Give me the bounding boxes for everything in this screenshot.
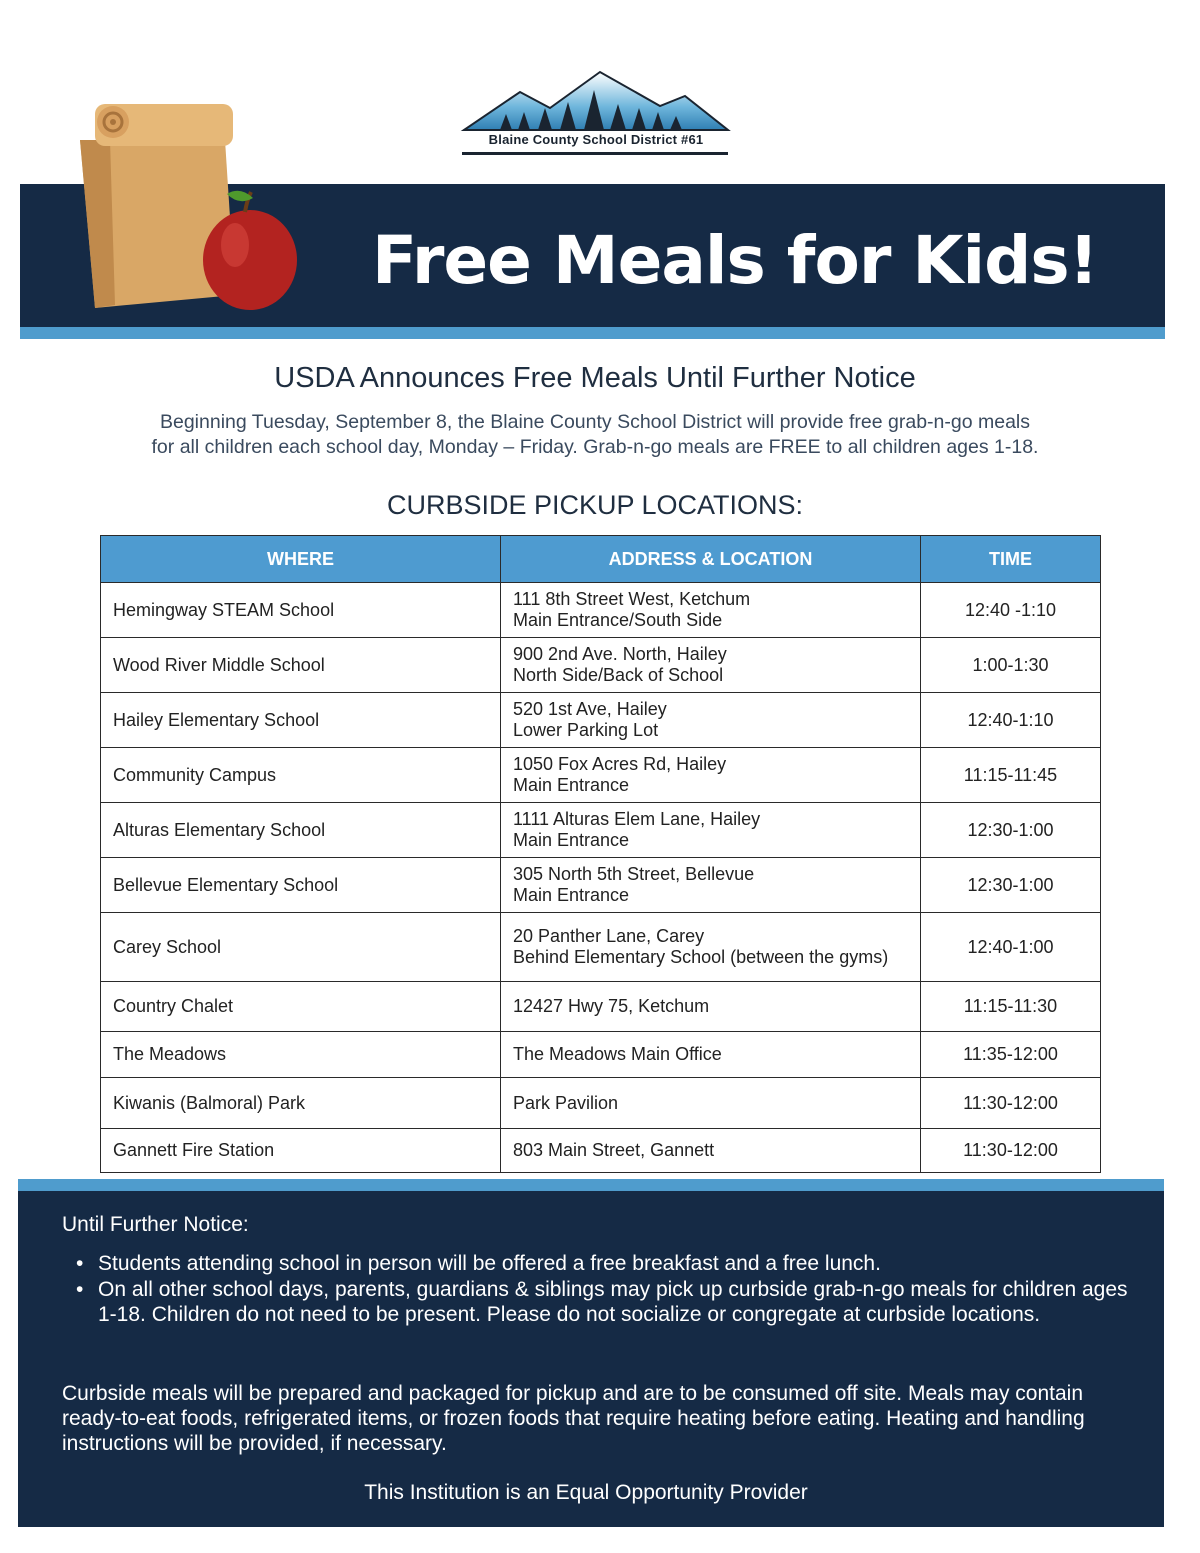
district-logo [460,70,732,162]
location-name: Gannett Fire Station [101,1129,501,1173]
address-line: Main Entrance [513,885,630,905]
table-row [101,1032,1101,1078]
address-line: Park Pavilion [513,1092,619,1113]
location-name: Bellevue Elementary School [101,858,501,913]
address-line: 520 1st Ave, Hailey [513,699,667,719]
location-name: Community Campus [101,748,501,803]
intro-line: Beginning Tuesday, September 8, the Blaine County School District will provide free grab-n-go meals [159,411,1030,433]
notice-box [18,1191,1164,1527]
pickup-time: 11:15-11:30 [921,982,1101,1032]
location-address [501,748,921,803]
location-name: Hailey Elementary School [101,693,501,748]
address-line: Main Entrance/South Side [513,610,723,630]
list-item: • On all other school days, parents, guardians & siblings may pick up curbside grab-n-go meals for children ages 1-18. Children do not need to be present. Please do not socialize or congregate at curbside locations. [98,1277,1138,1327]
address-line: 12427 Hwy 75, Ketchum [513,996,710,1016]
list-item: • Students attending school in person will be offered a free breakfast and a free lunch. [98,1251,1138,1276]
column-header-time: TIME [921,536,1101,583]
location-name: Hemingway STEAM School [101,583,501,638]
pickup-time: 12:30-1:00 [921,803,1101,858]
notice-heading: Until Further Notice: [62,1213,249,1236]
table-row [101,1078,1101,1129]
address-line: 1111 Alturas Elem Lane, Hailey [513,809,761,829]
logo-rule [462,152,728,155]
address-line: Main Entrance [513,775,630,795]
pickup-time: 1:00-1:30 [921,638,1101,693]
location-name: Country Chalet [101,982,501,1032]
location-address [501,693,921,748]
intro-line: for all children each school day, Monday – Friday. Grab-n-go meals are FREE to all children ages 1-18. [151,436,1039,458]
table-row [101,803,1101,858]
pickup-time: 11:35-12:00 [921,1032,1101,1078]
equal-opportunity-statement: This Institution is an Equal Opportunity Provider [364,1481,808,1504]
location-address [501,1129,921,1173]
table-row [101,693,1101,748]
headline: USDA Announces Free Meals Until Further Notice [274,362,916,394]
location-address [501,1078,921,1129]
address-line: 900 2nd Ave. North, Hailey [513,644,727,664]
location-name: The Meadows [101,1032,501,1078]
pickup-time: 12:40-1:10 [921,693,1101,748]
address-line: 111 8th Street West, Ketchum [513,589,751,609]
notice-stripe [18,1179,1164,1191]
lunch-bag-apple-icon [75,100,315,315]
location-address [501,913,921,982]
pickup-time: 11:15-11:45 [921,748,1101,803]
location-name: Wood River Middle School [101,638,501,693]
locations-table [100,535,1101,1173]
pickup-time: 11:30-12:00 [921,1129,1101,1173]
locations-heading: CURBSIDE PICKUP LOCATIONS: [386,490,804,520]
intro-text [40,410,1150,460]
table-row [101,913,1101,982]
location-name: Kiwanis (Balmoral) Park [101,1078,501,1129]
location-address [501,1032,921,1078]
mountain-logo-icon [460,70,732,132]
address-line: 1050 Fox Acres Rd, Hailey [513,754,727,774]
table-row [101,858,1101,913]
address-line: 20 Panther Lane, Carey [513,926,705,946]
location-address [501,583,921,638]
page-title: Free Meals for Kids! [372,222,1098,299]
pickup-time: 12:40-1:00 [921,913,1101,982]
table-row [101,583,1101,638]
address-line: 305 North 5th Street, Bellevue [513,864,755,884]
table-row [101,748,1101,803]
address-line: 803 Main Street, Gannett [513,1140,715,1160]
address-line: Main Entrance [513,830,630,850]
pickup-time: 12:40 -1:10 [921,583,1101,638]
column-header-where: WHERE [101,536,501,583]
notice-paragraph: Curbside meals will be prepared and packaged for pickup and are to be consumed off site. Meals may contain ready-to-eat foods, refrigerated items, or frozen foods that require heating before eating. Heating and handling instructions will be provided, if necessary. [62,1382,1085,1455]
logo-text: Blaine County School District #61 [488,132,704,147]
location-address [501,858,921,913]
pickup-time: 11:30-12:00 [921,1078,1101,1129]
table-header-row [101,536,1101,583]
location-address [501,982,921,1032]
table-row [101,982,1101,1032]
table-row [101,1129,1101,1173]
address-line: Behind Elementary School (between the gyms) [513,947,889,967]
table-row [101,638,1101,693]
banner-stripe [20,327,1165,339]
address-line: Lower Parking Lot [513,720,659,740]
location-address [501,803,921,858]
location-name: Alturas Elementary School [101,803,501,858]
location-name: Carey School [101,913,501,982]
notice-list [98,1251,1138,1328]
address-line: North Side/Back of School [513,665,724,685]
pickup-time: 12:30-1:00 [921,858,1101,913]
address-line: The Meadows Main Office [513,1044,722,1064]
column-header-address: ADDRESS & LOCATION [501,536,921,583]
location-address [501,638,921,693]
